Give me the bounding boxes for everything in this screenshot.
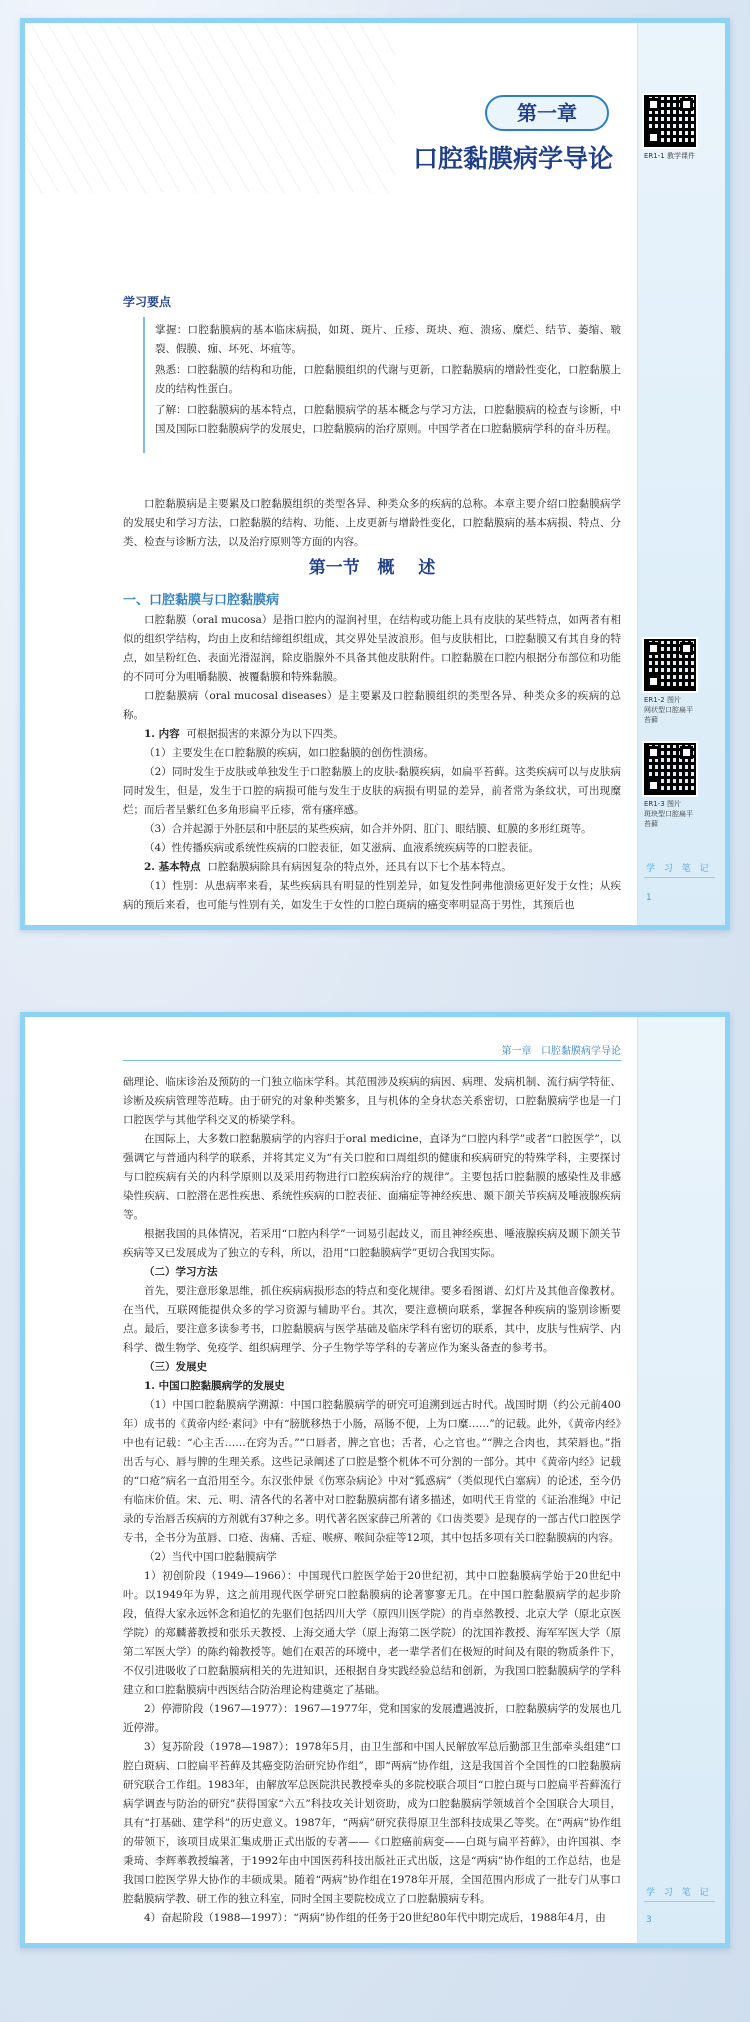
qr-caption-2: ER1-2 图片 网状型口腔扁平 苔藓 (644, 696, 693, 724)
paragraph: 4）奋起阶段（1988—1997）：“两病”协作组的任务于20世纪80年代中期完成后，1988年4月，由 (144, 1912, 606, 1924)
paragraph: 1）初创阶段（1949—1966）：中国现代口腔医学始于20世纪初，其中口腔黏膜病学始于20世纪中叶。以1949年为界，这之前用现代医学研究口腔黏膜病的论著寥寥无几。在中国口腔黏膜病学的起步阶段，值得大家永远怀念和追忆的先驱们包括四川大学（原四川医学院）的肖卓然教授、北京大学（原北京医学院）的郑麟蕃教授和张乐天教授、上海交通大学（原上海第二医学院）的沈国祚教授、海军军医大学（原第二军医大学）的陈约翰教授等。她们在艰苦的环境中，老一辈学者们在极短的时间及有限的物质条件下，不仅引进吸收了口腔黏膜病相关的先进知识，还根据自身实践经验总结和创新，为我国口腔黏膜病学的学科建立和口腔黏膜病中西医结合防治理论构建奠定了基础。 (123, 1570, 621, 1696)
key-point-understand: 了解：口腔黏膜病的基本特点，口腔黏膜病学的基本概念与学习方法，口腔黏膜病的检查与诊断，中国及国际口腔黏膜病学的发展史，口腔黏膜病的治疗原则。中国学者在口腔黏膜病学科的奋斗历程。 (155, 404, 621, 435)
list-item: （1）性别：从患病率来看，某些疾病具有明显的性别差异，如复发性阿弗他溃疡更好发于女性；从疾病的预后来看，也可能与性别有关，如发生于女性的口腔白斑病的癌变率明显高于男性，其预后也 (123, 880, 621, 911)
paragraph: 首先，要注意形象思维，抓住疾病病损形态的特点和变化规律。要多看图谱、幻灯片及其他音像教材。在当代，互联网能提供众多的学习资源与辅助平台。其次，要注意横向联系，掌握各种疾病的鉴别诊断要点。最后，要注意多读参考书，口腔黏膜病与医学基础及临床学科有密切的联系，其中，皮肤与性病学、内科学、微生物学、免疫学、组织病理学、分子生物学等学科的专著应作为案头备查的参考书。 (123, 1285, 621, 1354)
list-item: （1）主要发生在口腔黏膜的疾病，如口腔黏膜的创伤性溃疡。 (144, 747, 435, 759)
content-heading (123, 725, 621, 744)
paragraph: 3）复苏阶段（1978—1987）：1978年5月，由卫生部和中国人民解放军总后勤部卫生部牵头组建“口腔白斑病、口腔扁平苔藓及其癌变防治研究协作组”，即“两病”协作组，这是我国首个全国性的口腔黏膜病研究联合工作组。1983年，由解放军总医院洪民教授牵头的多院校联合项目“口腔白斑与口腔扁平苔藓流行病学调查与防治的研究”获得国家“六五”科技攻关计划资助，成为口腔黏膜病学领域首个全国联合大项目，具有“打基础、建学科”的历史意义。1987年，“两病”研究获得原卫生部科技成果乙等奖。在“两病”协作组的带领下，该项目成果汇集成册正式出版的专著——《口腔癌前病变——白斑与扁平苔藓》，由许国祺、李秉琦、李辉菶教授编著，于1992年由中国医药科技出版社正式出版，这是“两病”协作组的工作总结，也是我国口腔医学界大协作的丰硕成果。随着“两病”协作组在1978年开展，全国范围内形成了一批专门从事口腔黏膜病学教、研工作的独立科室，同时全国主要院校成立了口腔黏膜病专科。 (123, 1741, 621, 1905)
running-header (123, 1039, 621, 1061)
paragraph: （1）中国口腔黏膜病学溯源：中国口腔黏膜病学的研究可追溯到远古时代。战国时期（约公元前400年）成书的《黄帝内经·素问》中有“膀胱移热于小肠，鬲肠不便，上为口糜……”的记载。此外，《黄帝内经》中也有记载：“心主舌……在窍为舌。”“口唇者，脾之官也；舌者，心之官也。”“脾之合肉也，其荣唇也。”指出舌与心、唇与脾的生理关系。这些记录阐述了口腔是整个机体不可分割的一部分。其中《黄帝内经》记载的“口疮”病名一直沿用至今。东汉张仲景《伤寒杂病论》中对“狐惑病”（类似现代白塞病）的论述，至今仍有临床价值。宋、元、明、清各代的名著中对口腔黏膜病都有诸多描述，如明代王肯堂的《证治准绳》中记录的专治唇舌疾病的方剂就有37种之多。明代著名医家薛己所著的《口齿类要》是现存的一部古代口腔医学专书，全书分为茧唇、口疮、齿痛、舌症、喉痹、喉间杂症等12项，其中包括多项有关口腔黏膜病的内容。 (123, 1399, 621, 1544)
study-notes-label: 学 习 笔 记 (646, 1888, 712, 1898)
list-item: （3）合并起源于外胚层和中胚层的某些疾病，如合并外阴、肛门、眼结膜、虹膜的多形红斑等。 (144, 823, 592, 835)
list-item: （2）同时发生于皮肤或单独发生于口腔黏膜上的皮肤-黏膜疾病，如扁平苔藓。这类疾病可以与皮肤病同时发生，但是，发生于口腔的病损可能与发生于皮肤的病损有明显的差异，前者常为条纹状，可出现糜烂；而后者呈紫红色多角形扁平丘疹，常有瘙痒感。 (123, 766, 621, 816)
book-page-3 (20, 1012, 730, 1948)
margin-sidebar (637, 1017, 725, 1943)
notes-divider (644, 1901, 715, 1902)
body-text (123, 1073, 621, 1928)
margin-sidebar (637, 23, 725, 925)
key-points-title: 学习要点 (123, 295, 172, 309)
content-text: 可根据损害的来源分为以下四类。 (186, 728, 344, 740)
chapter-badge (485, 95, 609, 131)
page-number: 3 (646, 1915, 652, 1925)
qr-code-1[interactable] (644, 95, 696, 147)
qr-caption-1: ER1-1 教学课件 (644, 152, 695, 160)
features-label: 2. 基本特点 (144, 861, 201, 873)
notes-divider (644, 877, 715, 878)
list-item: （4）性传播疾病或系统性疾病的口腔表征，如艾滋病、血液系统疾病等的口腔表征。 (144, 842, 540, 854)
subsection-title: 一、口腔黏膜与口腔黏膜病 (123, 593, 280, 608)
qr-code-3[interactable] (644, 743, 696, 795)
paragraph: 2）停滞阶段（1967—1977）：1967—1977年，党和国家的发展遭遇波折，口腔黏膜病学的发展也几近停滞。 (123, 1703, 621, 1734)
paragraph: 在国际上，大多数口腔黏膜病学的内容归于oral medicine，直译为“口腔内科学”或者“口腔医学”，以强调它与普通内科学的联系，并将其定义为“有关口腔和口周组织的健康和疾病研究的特殊学科，主要探讨与口腔疾病有关的内科学原则以及采用药物进行口腔疾病治疗的规律”。主要包括口腔黏膜的感染性及非感染性疾病、口腔潜在恶性疾患、系统性疾病的口腔表征、面痛症等神经疾患、颞下颌关节疾病及唾液腺疾病等。 (123, 1133, 621, 1221)
paragraph: 根据我国的具体情况，若采用“口腔内科学”一词易引起歧义，而且神经疾患、唾液腺疾病及颞下颌关节疾病等又已发展成为了独立的专科，所以，沿用“口腔黏膜病学”更切合我国实际。 (123, 1228, 621, 1259)
paragraph: 口腔黏膜病（oral mucosal diseases）是主要累及口腔黏膜组织的类型各异、种类众多的疾病的总称。 (123, 690, 621, 721)
key-point-master: 掌握：口腔黏膜病的基本临床病损，如斑、斑片、丘疹、斑块、疱、溃疡、糜烂、结节、萎缩、皲裂、假膜、痂、坏死、坏疽等。 (155, 324, 621, 355)
features-text: 口腔黏膜病除具有病因复杂的特点外，还具有以下七个基本特点。 (207, 861, 512, 873)
qr-code-2[interactable] (644, 639, 696, 691)
key-points-box (143, 317, 621, 453)
section-heading: （二）学习方法 (144, 1266, 218, 1278)
section-heading: （三）发展史 (144, 1361, 207, 1373)
key-point-familiar: 熟悉：口腔黏膜的结构和功能，口腔黏膜组织的代谢与更新，口腔黏膜病的增龄性变化，口腔黏膜上皮的结构性蛋白。 (155, 364, 621, 395)
decorative-pattern (25, 23, 395, 193)
section-title: 第一节 概 述 (308, 558, 436, 578)
paragraph: 础理论、临床诊治及预防的一门独立临床学科。其范围涉及疾病的病因、病理、发病机制、流行病学特征、诊断及疾病管理等范畴。由于研究的对象种类繁多，且与机体的全身状态关系密切，口腔黏膜病学也是一门口腔医学与其他学科交叉的桥梁学科。 (123, 1076, 621, 1126)
study-notes-label: 学 习 笔 记 (646, 864, 712, 874)
book-page-1 (20, 18, 730, 930)
paragraph: （2）当代中国口腔黏膜病学 (144, 1551, 277, 1563)
page-number: 1 (646, 893, 652, 903)
section-heading: 1. 中国口腔黏膜病学的发展史 (144, 1380, 285, 1392)
running-header-text: 第一章 口腔黏膜病学导论 (501, 1046, 621, 1057)
content-label: 1. 内容 (144, 728, 180, 740)
chapter-label: 第一章 (517, 101, 577, 125)
chapter-title: 口腔黏膜病学导论 (412, 144, 613, 173)
paragraph: 口腔黏膜（oral mucosa）是指口腔内的湿润衬里，在结构或功能上具有皮肤的某些特点，如两者有相似的组织学结构，均由上皮和结缔组织组成，其交界处呈波浪形。但与皮肤相比，口腔黏膜又有其自身的特点，如呈粉红色、表面光滑湿润，除皮脂腺外不具备其他皮肤附件。口腔黏膜在口腔内根据分布部位和功能的不同可分为咀嚼黏膜、被覆黏膜和特殊黏膜。 (123, 614, 621, 683)
body-text (123, 611, 621, 915)
features-heading (123, 858, 621, 877)
chapter-intro: 口腔黏膜病是主要累及口腔黏膜组织的类型各异、种类众多的疾病的总称。本章主要介绍口腔黏膜病学的发展史和学习方法，口腔黏膜的结构、功能、上皮更新与增龄性变化，口腔黏膜病的基本病损、特点、分类、检查与诊断方法，以及治疗原则等方面的内容。 (123, 498, 621, 548)
qr-caption-3: ER1-3 图片 斑块型口腔扁平 苔藓 (644, 800, 693, 828)
